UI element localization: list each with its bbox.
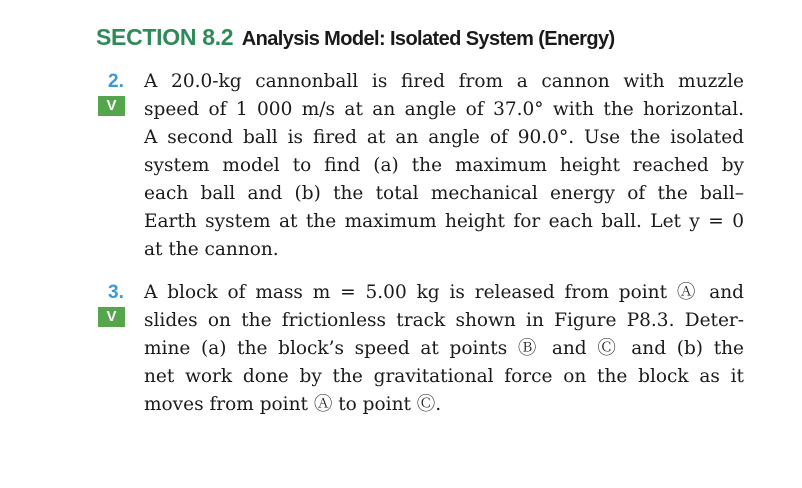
section-label: SECTION 8.2 (96, 24, 234, 50)
problem-text (144, 279, 744, 419)
problem-line: system model to find (a) the maximum height reached by (144, 155, 744, 176)
problem-line: at the cannon. (144, 239, 279, 260)
problem-line: moves from point Ⓐ to point Ⓒ. (144, 394, 442, 415)
problem-line: Earth system at the maximum height for each ball. Let y = 0 (144, 211, 744, 232)
problem-text (144, 68, 744, 264)
problem-line: mine (a) the block’s speed at points Ⓑ and Ⓒ and (b) the (144, 338, 744, 359)
problem-line: slides on the frictionless track shown in Figure P8.3. Deter- (144, 310, 744, 331)
video-solution-icon[interactable]: V (98, 96, 125, 116)
problem-line: A 20.0-kg cannonball is fired from a cannon with muzzle (144, 71, 744, 92)
problem-line: speed of 1 000 m/s at an angle of 37.0° with the horizontal. (144, 99, 744, 120)
problem-line: A second ball is fired at an angle of 90.0°. Use the isolated (144, 127, 744, 148)
video-solution-icon[interactable]: V (98, 307, 125, 327)
problem-number: 3. (108, 282, 124, 303)
problem-line: net work done by the gravitational force on the block as it (144, 366, 744, 387)
problem-number: 2. (108, 71, 124, 92)
section-title: Analysis Model: Isolated System (Energy) (241, 28, 615, 50)
section-heading (96, 24, 615, 51)
problem-line: A block of mass m = 5.00 kg is released from point Ⓐ and (144, 282, 744, 303)
problem-line: each ball and (b) the total mechanical energy of the ball– (144, 183, 744, 204)
